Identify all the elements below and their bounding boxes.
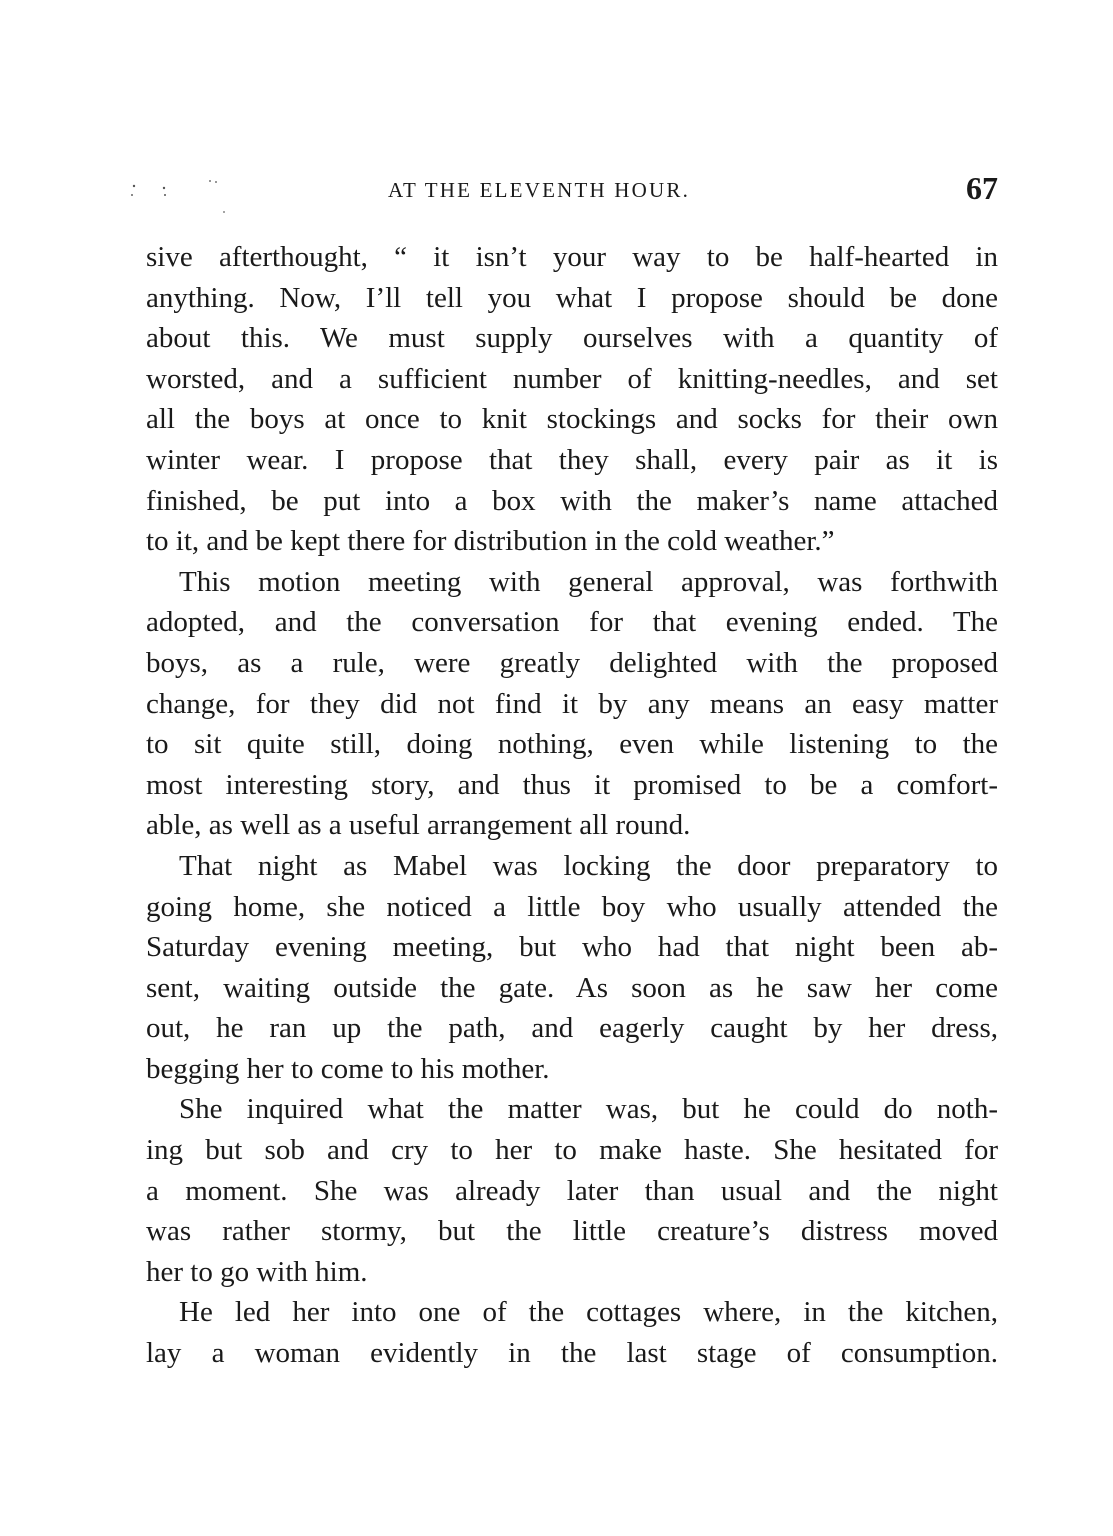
text-line: worsted, and a sufficient number of knitting-needles, and set: [146, 362, 998, 395]
text-line: begging her to come to his mother.: [146, 1052, 550, 1085]
text-line: lay a woman evidently in the last stage of consumption.: [146, 1337, 998, 1370]
text-line: her to go with him.: [146, 1255, 368, 1288]
paragraph-first-line: This motion meeting with general approval, was forthwith: [179, 565, 998, 598]
text-line: sent, waiting outside the gate. As soon as he saw her come: [146, 971, 998, 1004]
text-line: sive afterthought, “ it isn’t your way to be half-hearted in: [146, 241, 998, 273]
text-line: was rather stormy, but the little creature’s distress moved: [146, 1215, 998, 1248]
body-text: [146, 237, 998, 1374]
paragraph-first-line: That night as Mabel was locking the door preparatory to: [179, 849, 998, 882]
running-head: [146, 172, 998, 212]
text-line: Saturday evening meeting, but who had that night been ab-: [146, 931, 998, 964]
text-line: most interesting story, and thus it promised to be a comfort-: [146, 768, 998, 801]
text-line: winter wear. I propose that they shall, every pair as it is: [146, 443, 998, 476]
text-line: about this. We must supply ourselves with a quantity of: [146, 322, 998, 355]
page-number: 67: [966, 170, 998, 206]
text-line: anything. Now, I’ll tell you what I propose should be done: [146, 281, 998, 314]
text-line: boys, as a rule, were greatly delighted with the proposed: [146, 646, 998, 679]
text-line: to sit quite still, doing nothing, even while listening to the: [146, 728, 998, 761]
text-line: able, as well as a useful arrangement all round.: [146, 809, 691, 842]
text-line: to it, and be kept there for distribution in the cold weather.”: [146, 525, 835, 558]
text-line: out, he ran up the path, and eagerly caught by her dress,: [146, 1012, 998, 1045]
text-line: adopted, and the conversation for that evening ended. The: [146, 606, 998, 639]
paragraph-first-line: He led her into one of the cottages where, in the kitchen,: [179, 1296, 998, 1329]
running-title: AT THE ELEVENTH HOUR.: [388, 178, 691, 202]
text-line: change, for they did not find it by any means an easy matter: [146, 687, 998, 720]
text-line: going home, she noticed a little boy who usually attended the: [146, 890, 998, 923]
text-line: finished, be put into a box with the maker’s name attached: [146, 484, 998, 517]
text-line: a moment. She was already later than usual and the night: [146, 1174, 998, 1207]
paragraph-first-line: She inquired what the matter was, but he could do noth-: [179, 1093, 998, 1126]
text-line: all the boys at once to knit stockings and socks for their own: [146, 403, 998, 436]
text-line: ing but sob and cry to her to make haste. She hesitated for: [146, 1134, 998, 1167]
